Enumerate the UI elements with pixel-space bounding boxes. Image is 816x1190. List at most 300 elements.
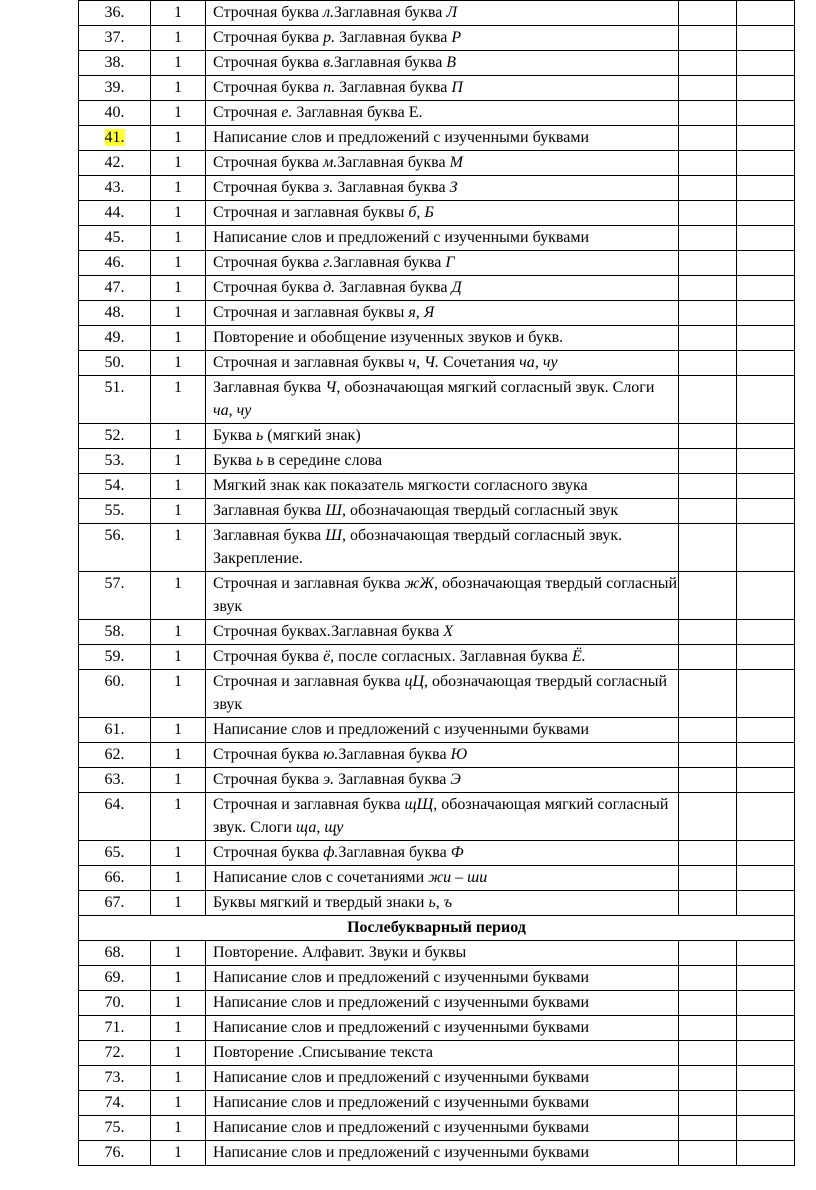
lesson-number — [79, 474, 151, 499]
lesson-hours: 1 — [151, 1141, 206, 1166]
lesson-hours: 1 — [151, 524, 206, 572]
topic-text-segment: , обозначающая твердый согласный звук — [213, 673, 668, 713]
lesson-number-text: 46. — [104, 254, 125, 271]
topic-text-segment: , после согласных. Заглавная буква — [330, 648, 572, 665]
table-row — [79, 26, 795, 51]
lesson-topic — [206, 151, 679, 176]
empty-cell-date-plan — [679, 1091, 737, 1116]
empty-cell-date-fact — [737, 866, 795, 891]
lesson-topic — [206, 841, 679, 866]
empty-cell-date-plan — [679, 966, 737, 991]
table-row — [79, 176, 795, 201]
topic-italic-segment: е. — [281, 104, 293, 121]
lesson-hours: 1 — [151, 276, 206, 301]
table-row — [79, 151, 795, 176]
lesson-topic — [206, 991, 679, 1016]
topic-text-segment: Написание слов и предложений с изученными буквами — [213, 129, 590, 146]
empty-cell-date-fact — [737, 941, 795, 966]
empty-cell-date-fact — [737, 1141, 795, 1166]
topic-text-segment: Написание слов и предложений с изученными буквами — [213, 1144, 590, 1161]
topic-italic-segment: чу — [236, 402, 252, 419]
table-row — [79, 76, 795, 101]
topic-text-segment: Заглавная буква — [334, 4, 447, 21]
table-row — [79, 474, 795, 499]
lesson-number-text: 69. — [104, 969, 125, 986]
topic-text-segment: Строчная буква — [213, 4, 324, 21]
topic-italic-segment: п. — [323, 79, 336, 96]
lesson-topic — [206, 793, 679, 841]
lesson-number-text: 36. — [104, 4, 125, 21]
lesson-topic — [206, 449, 679, 474]
lesson-number — [79, 326, 151, 351]
lesson-number-text: 50. — [104, 354, 125, 371]
topic-italic-segment: ь — [256, 452, 264, 469]
topic-text-segment: Строчная буква — [213, 254, 324, 271]
topic-text-segment: Заглавная буква — [338, 844, 451, 861]
lesson-hours: 1 — [151, 743, 206, 768]
table-row — [79, 991, 795, 1016]
empty-cell-date-plan — [679, 326, 737, 351]
lesson-number-text: 76. — [104, 1144, 125, 1161]
lesson-hours: 1 — [151, 670, 206, 718]
lesson-number — [79, 449, 151, 474]
table-row — [79, 572, 795, 620]
lesson-number — [79, 51, 151, 76]
empty-cell-date-fact — [737, 793, 795, 841]
empty-cell-date-plan — [679, 126, 737, 151]
table-row — [79, 1141, 795, 1166]
lesson-number — [79, 1066, 151, 1091]
topic-italic-segment: М — [449, 154, 463, 171]
empty-cell-date-plan — [679, 499, 737, 524]
lesson-topic — [206, 572, 679, 620]
topic-italic-segment: щу — [324, 819, 344, 836]
lesson-number-text: 71. — [104, 1019, 125, 1036]
topic-text-segment: Строчная буква — [213, 54, 324, 71]
table-row — [79, 251, 795, 276]
topic-text-segment: Написание слов и предложений с изученными буквами — [213, 969, 590, 986]
topic-italic-segment: ё — [323, 648, 331, 665]
lesson-hours: 1 — [151, 326, 206, 351]
empty-cell-date-fact — [737, 151, 795, 176]
lesson-hours: 1 — [151, 572, 206, 620]
lesson-number — [79, 351, 151, 376]
lesson-number — [79, 176, 151, 201]
topic-italic-segment: Ч — [325, 379, 337, 396]
lesson-topic — [206, 620, 679, 645]
topic-text-segment: Строчная и заглавная буквы — [213, 304, 409, 321]
topic-italic-segment: л. — [323, 4, 335, 21]
lesson-number — [79, 620, 151, 645]
table-row — [79, 768, 795, 793]
lesson-topic — [206, 474, 679, 499]
topic-italic-segment: з. — [323, 179, 334, 196]
topic-text-segment: , — [534, 354, 543, 371]
empty-cell-date-fact — [737, 449, 795, 474]
empty-cell-date-plan — [679, 524, 737, 572]
topic-text-segment: , — [316, 819, 325, 836]
topic-italic-segment: Я — [423, 304, 435, 321]
topic-text-segment: Написание слов и предложений с изученными буквами — [213, 721, 590, 738]
topic-text-segment: Мягкий знак как показатель мягкости согласного звука — [213, 477, 588, 494]
topic-text-segment: (мягкий знак) — [263, 427, 361, 444]
topic-italic-segment: г. — [323, 254, 334, 271]
topic-italic-segment: ю. — [323, 746, 339, 763]
lesson-number-text: 64. — [104, 796, 125, 813]
topic-italic-segment: ч — [408, 354, 416, 371]
lesson-number — [79, 201, 151, 226]
topic-text-segment: Буква — [213, 452, 257, 469]
empty-cell-date-plan — [679, 176, 737, 201]
lesson-number — [79, 1091, 151, 1116]
topic-text-segment: Строчная буква — [213, 29, 324, 46]
topic-italic-segment: ъ — [443, 894, 453, 911]
lesson-number — [79, 251, 151, 276]
lesson-number-text: 58. — [104, 623, 125, 640]
topic-italic-segment: Ш — [325, 527, 342, 544]
topic-italic-segment: б — [408, 204, 417, 221]
lesson-number-text: 63. — [104, 771, 125, 788]
lesson-number — [79, 793, 151, 841]
topic-italic-segment: Ф — [450, 844, 464, 861]
topic-text-segment: Строчная — [213, 104, 282, 121]
topic-text-segment: Строчная буква — [213, 771, 324, 788]
empty-cell-date-plan — [679, 1066, 737, 1091]
lesson-hours: 1 — [151, 991, 206, 1016]
topic-text-segment: Повторение. Алфавит. Звуки и буквы — [213, 944, 467, 961]
table-row — [79, 51, 795, 76]
empty-cell-date-fact — [737, 841, 795, 866]
lesson-topic — [206, 718, 679, 743]
lesson-hours: 1 — [151, 1066, 206, 1091]
empty-cell-date-fact — [737, 1, 795, 26]
topic-italic-segment: щЩ — [404, 796, 434, 813]
topic-italic-segment: ща — [295, 819, 317, 836]
lesson-topic — [206, 201, 679, 226]
table-row — [79, 499, 795, 524]
lesson-number-text: 38. — [104, 54, 125, 71]
topic-text-segment: Написание слов с сочетаниями — [213, 869, 429, 886]
topic-text-segment: Заглавная буква Е. — [292, 104, 423, 121]
lesson-hours: 1 — [151, 176, 206, 201]
lesson-hours: 1 — [151, 499, 206, 524]
empty-cell-date-plan — [679, 101, 737, 126]
empty-cell-date-fact — [737, 176, 795, 201]
empty-cell-date-plan — [679, 474, 737, 499]
table-row — [79, 866, 795, 891]
lesson-number — [79, 276, 151, 301]
empty-cell-date-fact — [737, 718, 795, 743]
table-body-before — [79, 1, 795, 916]
lesson-topic — [206, 26, 679, 51]
table-row — [79, 351, 795, 376]
lesson-number — [79, 572, 151, 620]
table-row — [79, 1116, 795, 1141]
lesson-number-text: 54. — [104, 477, 125, 494]
table-row — [79, 645, 795, 670]
topic-text-segment: , обозначающая мягкий согласный звук. Слоги — [213, 796, 669, 836]
empty-cell-date-plan — [679, 620, 737, 645]
table-row — [79, 841, 795, 866]
empty-cell-date-plan — [679, 51, 737, 76]
lesson-topic — [206, 966, 679, 991]
topic-italic-segment: З — [449, 179, 458, 196]
lesson-topic — [206, 424, 679, 449]
topic-italic-segment: Ю — [450, 746, 468, 763]
lesson-number-text: 51. — [104, 379, 125, 396]
topic-text-segment: Написание слов и предложений с изученными буквами — [213, 1119, 590, 1136]
empty-cell-date-plan — [679, 376, 737, 424]
lesson-topic — [206, 276, 679, 301]
empty-cell-date-fact — [737, 351, 795, 376]
lesson-number-text: 56. — [104, 527, 125, 544]
topic-text-segment: Написание слов и предложений с изученными буквами — [213, 1019, 590, 1036]
empty-cell-date-plan — [679, 351, 737, 376]
empty-cell-date-fact — [737, 768, 795, 793]
topic-italic-segment: я — [408, 304, 416, 321]
lesson-hours: 1 — [151, 351, 206, 376]
topic-italic-segment: д. — [323, 279, 336, 296]
topic-text-segment: Заглавная буква — [213, 527, 326, 544]
topic-italic-segment: Ё. — [571, 648, 586, 665]
lesson-hours: 1 — [151, 51, 206, 76]
lesson-topic — [206, 176, 679, 201]
lesson-hours: 1 — [151, 101, 206, 126]
table-row — [79, 201, 795, 226]
empty-cell-date-plan — [679, 793, 737, 841]
table-row — [79, 1066, 795, 1091]
lesson-number-text: 73. — [104, 1069, 125, 1086]
lesson-topic — [206, 376, 679, 424]
lesson-topic — [206, 743, 679, 768]
topic-text-segment: Написание слов и предложений с изученными буквами — [213, 229, 590, 246]
lesson-topic — [206, 1116, 679, 1141]
topic-text-segment: Строчная и заглавная буква — [213, 575, 405, 592]
lesson-topic — [206, 524, 679, 572]
table-row — [79, 101, 795, 126]
lesson-number — [79, 101, 151, 126]
lesson-hours: 1 — [151, 424, 206, 449]
empty-cell-date-fact — [737, 26, 795, 51]
topic-text-segment: Строчная буква — [213, 844, 324, 861]
lesson-topic — [206, 126, 679, 151]
empty-cell-date-plan — [679, 645, 737, 670]
topic-italic-segment: Р — [451, 29, 462, 46]
topic-italic-segment: чу — [542, 354, 558, 371]
lesson-hours: 1 — [151, 1041, 206, 1066]
section-title: Послебукварный период — [79, 916, 795, 941]
topic-text-segment: Заглавная буква — [335, 29, 452, 46]
topic-italic-segment: П — [451, 79, 463, 96]
lesson-number — [79, 499, 151, 524]
empty-cell-date-plan — [679, 572, 737, 620]
lesson-hours: 1 — [151, 1091, 206, 1116]
lesson-hours: 1 — [151, 201, 206, 226]
table-row — [79, 891, 795, 916]
empty-cell-date-plan — [679, 768, 737, 793]
topic-text-segment: , обозначающая твердый согласный звук. Закрепление. — [213, 527, 623, 567]
empty-cell-date-fact — [737, 572, 795, 620]
topic-text-segment: Строчная буква — [213, 648, 324, 665]
table-row — [79, 1, 795, 26]
lesson-topic — [206, 768, 679, 793]
lesson-number-text: 65. — [104, 844, 125, 861]
topic-text-segment: , — [416, 204, 425, 221]
topic-text-segment: Написание слов и предложений с изученными буквами — [213, 1069, 590, 1086]
lesson-topic — [206, 645, 679, 670]
empty-cell-date-plan — [679, 841, 737, 866]
lesson-hours: 1 — [151, 226, 206, 251]
topic-italic-segment: В — [446, 54, 457, 71]
lesson-hours: 1 — [151, 966, 206, 991]
topic-text-segment: Заглавная буква — [333, 254, 446, 271]
topic-text-segment: , — [228, 402, 237, 419]
lesson-number — [79, 866, 151, 891]
lesson-topic — [206, 1091, 679, 1116]
table-row — [79, 449, 795, 474]
lesson-number — [79, 26, 151, 51]
empty-cell-date-plan — [679, 301, 737, 326]
lesson-number-text: 43. — [104, 179, 125, 196]
lesson-hours: 1 — [151, 841, 206, 866]
empty-cell-date-plan — [679, 251, 737, 276]
lesson-hours: 1 — [151, 474, 206, 499]
lesson-number-text: 66. — [104, 869, 125, 886]
lesson-topic — [206, 1016, 679, 1041]
lesson-number — [79, 301, 151, 326]
lesson-number-text: 68. — [104, 944, 125, 961]
empty-cell-date-fact — [737, 474, 795, 499]
lesson-hours: 1 — [151, 866, 206, 891]
table-row — [79, 718, 795, 743]
lesson-topic — [206, 866, 679, 891]
topic-text-segment: , — [435, 894, 444, 911]
empty-cell-date-fact — [737, 966, 795, 991]
empty-cell-date-plan — [679, 1016, 737, 1041]
topic-italic-segment: цЦ — [404, 673, 425, 690]
lesson-topic — [206, 326, 679, 351]
topic-text-segment: Повторение .Списывание текста — [213, 1044, 433, 1061]
topic-italic-segment: ь — [428, 894, 436, 911]
lesson-number-text: 42. — [104, 154, 125, 171]
table-row — [79, 793, 795, 841]
empty-cell-date-plan — [679, 26, 737, 51]
empty-cell-date-plan — [679, 941, 737, 966]
topic-text-segment: Заглавная буква — [338, 746, 451, 763]
topic-text-segment: Заглавная буква — [334, 54, 447, 71]
topic-text-segment: Заглавная буква — [334, 771, 451, 788]
empty-cell-date-fact — [737, 251, 795, 276]
topic-italic-segment: Л — [446, 4, 458, 21]
topic-italic-segment: жи – ши — [428, 869, 488, 886]
table-row — [79, 126, 795, 151]
lesson-number — [79, 126, 151, 151]
lesson-number-text: 67. — [104, 894, 125, 911]
lesson-number — [79, 768, 151, 793]
lesson-number-text: 53. — [104, 452, 125, 469]
lesson-hours: 1 — [151, 126, 206, 151]
lesson-number — [79, 424, 151, 449]
topic-italic-segment: жЖ — [404, 575, 434, 592]
lesson-number — [79, 1016, 151, 1041]
table-row — [79, 524, 795, 572]
lesson-number-text: 49. — [104, 329, 125, 346]
lesson-number-text: 59. — [104, 648, 125, 665]
topic-italic-segment: Ш — [325, 502, 342, 519]
empty-cell-date-fact — [737, 1041, 795, 1066]
lesson-topic — [206, 941, 679, 966]
section-row — [79, 916, 795, 941]
empty-cell-date-plan — [679, 866, 737, 891]
topic-text-segment: Заглавная буква — [331, 623, 444, 640]
lesson-number — [79, 841, 151, 866]
topic-text-segment: Заглавная буква — [335, 279, 452, 296]
empty-cell-date-plan — [679, 76, 737, 101]
lesson-hours: 1 — [151, 1116, 206, 1141]
lesson-hours: 1 — [151, 251, 206, 276]
lesson-number — [79, 991, 151, 1016]
empty-cell-date-plan — [679, 1116, 737, 1141]
empty-cell-date-fact — [737, 1116, 795, 1141]
lesson-number — [79, 1, 151, 26]
lesson-number-text: 70. — [104, 994, 125, 1011]
topic-text-segment: Заглавная буква — [333, 179, 450, 196]
empty-cell-date-fact — [737, 620, 795, 645]
lesson-number — [79, 1116, 151, 1141]
empty-cell-date-plan — [679, 449, 737, 474]
topic-italic-segment: ча — [213, 402, 229, 419]
topic-text-segment: Сочетания — [438, 354, 520, 371]
lesson-number-text: 60. — [104, 673, 125, 690]
lesson-number — [79, 718, 151, 743]
topic-text-segment: Буква — [213, 427, 257, 444]
lesson-number-text: 48. — [104, 304, 125, 321]
empty-cell-date-fact — [737, 524, 795, 572]
table-row — [79, 424, 795, 449]
topic-text-segment: Строчная и заглавная буква — [213, 796, 405, 813]
topic-text-segment: Строчная буква — [213, 179, 324, 196]
empty-cell-date-plan — [679, 743, 737, 768]
lesson-hours: 1 — [151, 891, 206, 916]
topic-italic-segment: в. — [323, 54, 335, 71]
lesson-number-text: 37. — [104, 29, 125, 46]
empty-cell-date-fact — [737, 743, 795, 768]
empty-cell-date-fact — [737, 991, 795, 1016]
empty-cell-date-plan — [679, 891, 737, 916]
empty-cell-date-plan — [679, 1141, 737, 1166]
lesson-number — [79, 670, 151, 718]
lesson-number-text: 40. — [104, 104, 125, 121]
lesson-topic — [206, 1066, 679, 1091]
empty-cell-date-fact — [737, 1066, 795, 1091]
table-row — [79, 620, 795, 645]
lesson-hours: 1 — [151, 301, 206, 326]
lesson-hours: 1 — [151, 1016, 206, 1041]
topic-text-segment: Строчная буква — [213, 279, 324, 296]
lesson-topic — [206, 226, 679, 251]
empty-cell-date-plan — [679, 718, 737, 743]
topic-italic-segment: м. — [323, 154, 338, 171]
empty-cell-date-fact — [737, 499, 795, 524]
empty-cell-date-plan — [679, 424, 737, 449]
lesson-hours: 1 — [151, 793, 206, 841]
lesson-topic — [206, 1041, 679, 1066]
topic-text-segment: Строчная буква — [213, 79, 324, 96]
lesson-number-text: 75. — [104, 1119, 125, 1136]
lesson-topic — [206, 351, 679, 376]
table-row — [79, 743, 795, 768]
topic-italic-segment: . — [327, 623, 332, 640]
